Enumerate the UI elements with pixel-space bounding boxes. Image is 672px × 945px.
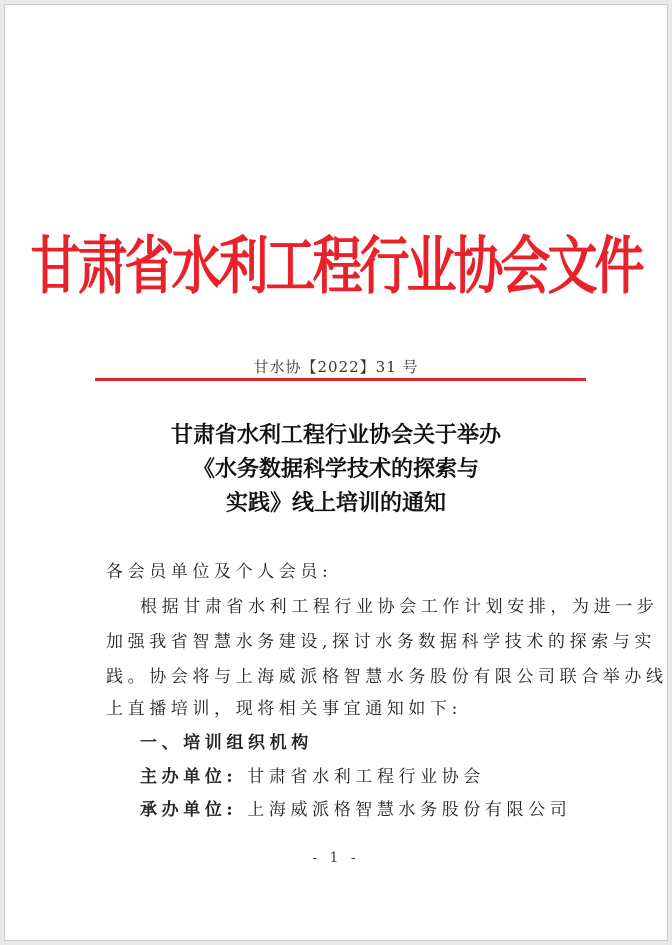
host-label: 主办单位: [140,767,238,787]
section-heading: 一、培训组织机构 [140,733,313,753]
notice-title-line-3: 实践》线上培训的通知 [225,490,446,516]
red-divider-line [95,378,586,381]
paragraph-line: 践。协会将与上海威派格智慧水务股份有限公司联合举办线 [106,667,668,687]
salutation: 各会员单位及个人会员: [106,562,333,582]
organizer-row [140,795,571,820]
notice-title-line-1: 甘肃省水利工程行业协会关于举办 [170,422,501,448]
paragraph-line: 根据甘肃省水利工程行业协会工作计划安排，为进一步 [140,597,659,617]
paragraph-line: 上直播培训，现将相关事宜通知如下: [106,699,462,719]
organizer-value: 上海威派格智慧水务股份有限公司 [247,800,572,820]
document-number: 甘水协【2022】31 号 [253,358,419,376]
organizer-label: 承办单位: [140,800,238,820]
host-value: 甘肃省水利工程行业协会 [247,767,485,787]
notice-title-line-2: 《水务数据科学技术的探索与 [192,456,479,482]
document-header-title: 甘肃省水利工程行业协会文件 [30,228,642,303]
page-number: - 1 - [312,850,360,866]
paragraph-line: 加强我省智慧水务建设,探讨水务数据科学技术的探索与实 [106,632,657,652]
host-row [140,762,485,787]
